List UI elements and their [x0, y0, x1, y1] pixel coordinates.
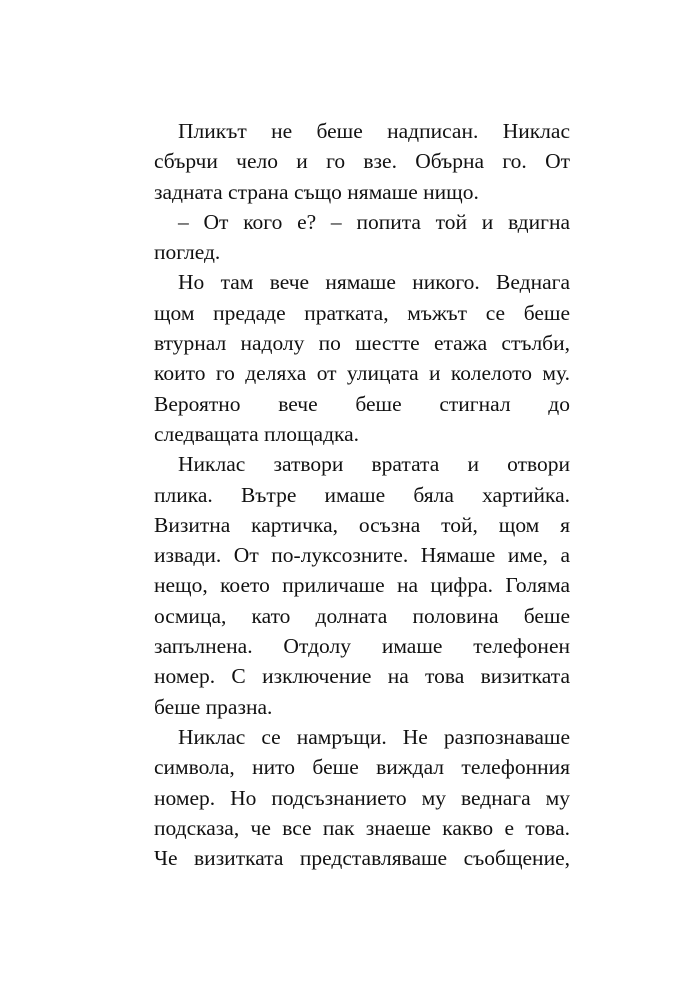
text-line: нещо, което приличаше на цифра. Голяма	[154, 573, 570, 598]
text-line: сбърчи чело и го взе. Обърна го. От	[154, 149, 570, 174]
text-line: Пликът не беше надписан. Никлас	[178, 119, 570, 143]
paragraph-1	[130, 116, 570, 207]
text-line: Но там вече нямаше никого. Веднага	[178, 270, 570, 295]
text-line: Че визитката представляваше съобщение,	[154, 846, 570, 871]
text-line: задната страна също нямаше нищо.	[154, 179, 479, 204]
text-line: втурнал надолу по шестте етажа стълби,	[154, 331, 570, 356]
text-line: номер. Но подсъзнанието му веднага му	[154, 785, 570, 810]
text-line: символа, нито беше виждал телефонния	[154, 755, 570, 780]
text-line: осмица, като долната половина беше	[154, 603, 570, 628]
text-line: следващата площадка.	[154, 421, 360, 446]
text-line: Никлас се намръщи. Не разпознаваше	[178, 724, 570, 749]
text-line: номер. С изключение на това визитката	[154, 664, 570, 689]
text-line: запълнена. Отдолу имаше телефонен	[154, 634, 570, 659]
text-line: извади. От по-луксозните. Нямаше име, а	[154, 543, 570, 568]
text-line: – От кого е? – попита той и вдигна	[178, 209, 570, 234]
paragraph-2	[130, 207, 570, 268]
text-line: плика. Вътре имаше бяла хартийка.	[154, 482, 570, 507]
text-line: Никлас затвори вратата и отвори	[178, 452, 570, 477]
paragraph-5	[130, 722, 570, 873]
text-line: подсказа, че все пак знаеше какво е това.	[154, 815, 570, 840]
text-line: поглед.	[154, 240, 221, 265]
text-line: Вероятно вече беше стигнал до	[154, 391, 570, 416]
paragraph-4	[130, 449, 570, 722]
text-line: които го деляха от улицата и колелото му.	[154, 361, 570, 386]
body-text	[130, 116, 570, 873]
text-line: Визитна картичка, осъзна той, щом я	[154, 512, 570, 537]
paragraph-3	[130, 267, 570, 449]
text-line: беше празна.	[154, 694, 273, 719]
text-line: щом предаде пратката, мъжът се беше	[154, 300, 570, 325]
